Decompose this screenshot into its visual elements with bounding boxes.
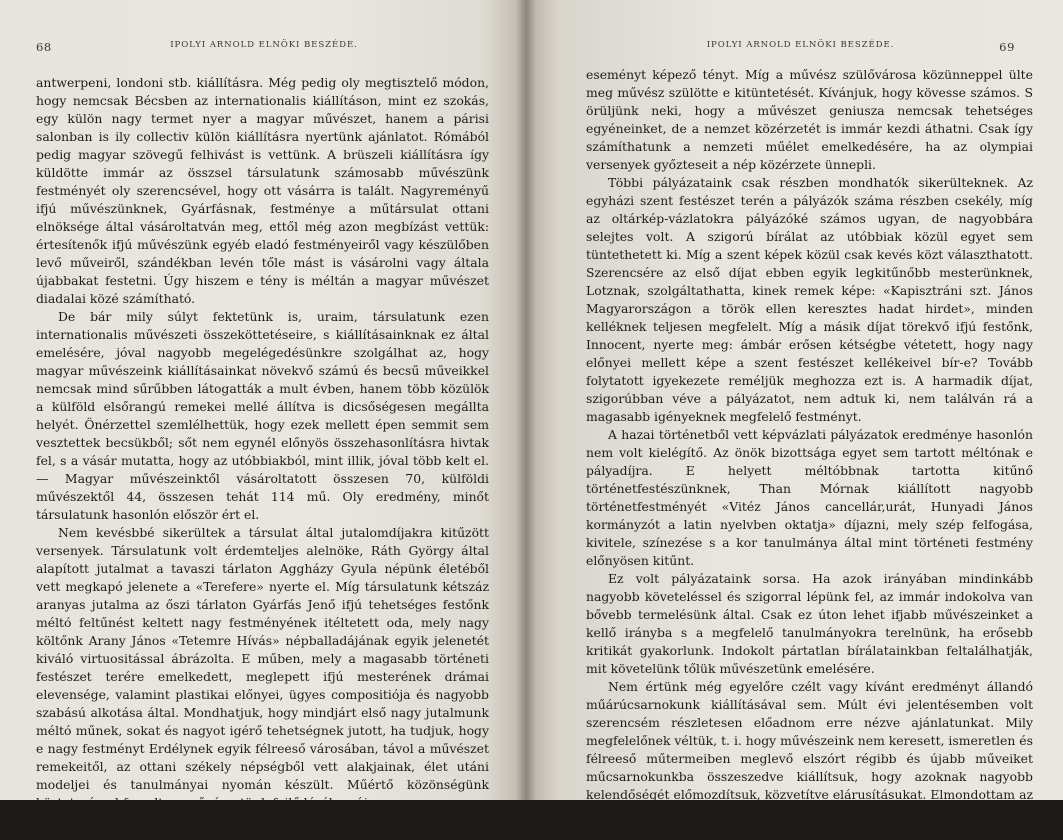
paragraph: Nem értünk még egyelőre czélt vagy kívánt eredményt állandó műárúcsarnokunk kiállításával sem. Múlt évi jelentésemben volt szerencsém részletesen előadnom erre nézve ajánlatunkat. Mily megfelelőnek véltük, t. i. hogy művészeink nem keresett, ismeretlen és félreeső műtermeiben meglevő elszórt régibb és újabb műveiket műcsarnokunkba összeszedve kiállítsuk, hogy azoknak nagyobb kelendőségét előmozdítsuk, közvetítve elárusításukat. Elmondottam az okokat, hogy fővárosunkban még nincsenek erre műkereskedések, nincsenek sajátlag <box>586 679 1033 838</box>
right-page <box>526 0 1063 838</box>
running-head: IPOLYI ARNOLD ELNÖKI BESZÉDE. <box>170 40 358 50</box>
paragraph: antwerpeni, londoni stb. kiállításra. Még pedig oly megtisztelő módon, hogy nemcsak Bécsben az internationalis kiállításon, mint ez szokás, egy külön nagy termet nyer a magyar művészet, hanem a párisi salonban is ily collectiv külön kiállításra nyertünk ajánlatot. Rómából pedig magyar szövegű felhivást is vettünk. A brüszeli kiállításra így küldötte immár az összsel társulatunk számosabb művészünk festményét oly szerencsével, hogy ott vásárra is talált. Nagyreményű ifjú művészünknek, Gyárfásnak, festménye a műtársulat ottani elnöksége által vásároltatván meg, ettől még azon megbízást vettük: értesítenők ifjú művészünk egyéb eladó festményeiről vagy készülőben levő műveiről, szándékban levén tőle mást is vásárolni vagy általa újabbakat festetni. Úgy hiszem e tény is méltán a magyar művészet diadalai közé számítható. <box>36 75 489 306</box>
paragraph: eseményt képező tényt. Míg a művész szülővárosa közünneppel ülte meg művész szülötte e kitüntetését. Kívánjuk, hogy kövesse számos. S örüljünk neki, hogy a művészet geniusza nemcsak tehetséges egyéneinket, de a nemzet közérzetét is immár kezdi áthatni. Csak így számíthatunk a nemzeti műélet emelkedésére, ha az olympiai versenyek győzteseit a nép közérzete ünnepli. <box>586 67 1033 172</box>
left-page <box>0 0 526 810</box>
right-page-body <box>586 66 1033 840</box>
left-page-header <box>36 40 492 56</box>
page-number: 68 <box>36 40 52 54</box>
book-gutter <box>516 0 536 800</box>
page-number: 69 <box>999 40 1015 54</box>
paragraph: Többi pályázataink csak részben mondhatók sikerülteknek. Az egyházi szent festészet terén a pályázók száma részben csekély, míg az oltárkép-vázlatokra pályázóké számos ugyan, de nagyobbára selejtes volt. A szigorú bírálat az utóbbiak közül egyet sem tüntethetett ki. Míg a szent képek közül csak kevés közt választhatott. Szerencsére az első díjat ebben egyik legkitűnőbb mesterünknek, Lotznak, szolgáltathatta, kinek remek képe: «Kapisztráni szt. János Magyarországon a török ellen keresztes hadat hirdet», minden kelléknek teljesen megfelelt. Míg a másik díjat törekvő ifjú festőnk, Innocent, nyerte meg: ámbár erősen kétségbe vétetett, hogy nagy előnyei mellett képe a szent festészet kellékeivel bír-e? Tovább folytatott igyekezete reméljük meghozza ezt is. A harmadik díjat, szigorúbban véve a pályázatot, nem adtuk ki, nem találván rá a magasabb igényeknek megfelelő festményt. <box>586 175 1033 424</box>
paragraph: De bár mily súlyt fektetünk is, uraim, társulatunk ezen internationalis művészeti összeköttetéseire, s kiállításainknak ez által emelésére, jóval nagyobb megelégedésünkre szolgálhat az, hogy magyar művészeink kiállításainkat növekvő számú és becsű műveikkel nemcsak mind sűrűbben látogatták a mult évben, hanem több közülök a külföld elsőrangú remekei mellé állítva is dicsőségesen megállta helyét. Önérzettel szemlélhettük, hogy ezek mellett épen semmit sem vesztettek becsükből; sőt nem egynél előnyös összehasonlításra hivtak fel, s a vásár mutatta, hogy az utóbbiakból, mint illik, jóval több kelt el. — Magyar művészeinktől vásároltatott összesen 70, külföldi művészektől 44, összesen tehát 114 mű. Oly eredmény, minőt társulatunk hasonlón először ért el. <box>36 309 489 522</box>
paragraph: A hazai történetből vett képvázlati pályázatok eredménye hasonlón nem volt kielégítő. Az önök bizottsága egyet sem tartott méltónak e pályadíjra. E helyett méltóbbnak tartotta kitűnő történetfestészünknek, Than Mórnak kiállított nagyobb történetfestményét «Vitéz János cancellár,urát, Hunyadi János kormányzót a latin nyelvben oktatja» díjazni, mely szép felfogása, kivitele, színezése s a kor tanulmánya által mint történeti festmény előnyösen kitűnt. <box>586 427 1033 568</box>
right-page-header <box>586 40 1015 56</box>
paragraph: Nem kevésbbé sikerültek a társulat által jutalomdíjakra kitűzött versenyek. Társulatunk volt érdemteljes alelnöke, Ráth György által alapított jutalmat a tavaszi tárlaton Aggházy Gyula népünk életéből vett megkapó jelenete a «Terefere» nyerte el. Míg társulatunk kétszáz aranyas jutalma az őszi tárlaton Gyárfás Jenő ifjú tehetséges festőnk méltó feltűnést keltett nagy festményének itéltetett oda, mely nagy költőnk Arany János «Tetemre Hívás» népballadájának egyik jelenetét kiváló virtuositással ábrázolta. E műben, mely a magasabb történeti festészet terére emelkedett, meglepett ifjú mesterének drámai elevensége, valamint plastikai előnyei, ügyes compositiója és nagyobb szabású alkotása által. Mondhatjuk, hogy mindjárt első nagy jutalmunk méltó műnek, sokat és nagyot igérő tehetségnek jutott, ha tudjuk, hogy e nagy festményt Erdélynek egyik félreeső városában, távol a művészet remekeitől, az ottani székely népségből vett alakjainak, élet utáni modeljei és tanulmányai nyomán készült. Műértő közönségünk köztetszéssel fogadta a művészetünk fejlődésében új <box>36 525 489 810</box>
paragraph: Ez volt pályázataink sorsa. Ha azok irányában mindinkább nagyobb követeléssel és szigorral lépünk fel, az immár indokolva van bővebb termelésünk által. Csak ez úton lehet ifjabb művészeinket a kellő irányba s a megfelelő tanulmányokra terelnünk, ha erősebb kritikát gyakorlunk. Indokolt pártatlan bírálatainkban feltalálhatják, mit követelünk tőlük művészetünk emelésére. <box>586 571 1033 676</box>
left-page-body <box>36 74 489 812</box>
running-head: IPOLYI ARNOLD ELNÖKI BESZÉDE. <box>706 40 895 50</box>
